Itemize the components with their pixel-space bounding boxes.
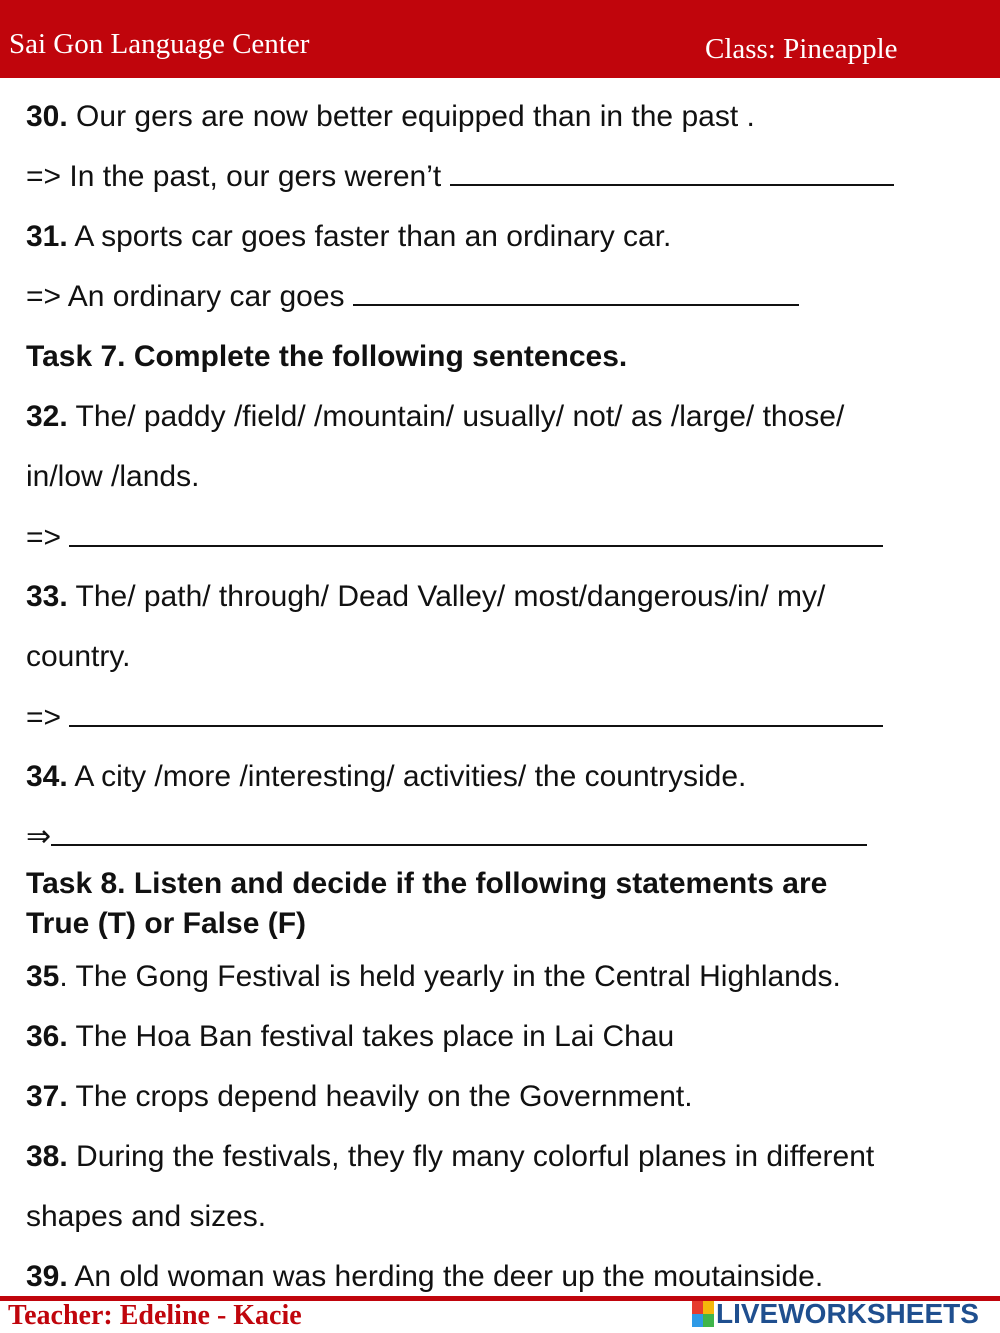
answer-31: => An ordinary car goes — [26, 280, 799, 314]
answer-34 — [26, 820, 867, 854]
question-38: 38. During the festivals, they fly many colorful planes in different — [26, 1140, 875, 1173]
question-33: 33. The/ path/ through/ Dead Valley/ most/dangerous/in/ my/ — [26, 580, 826, 613]
class-label: Class: Pineapple — [705, 33, 898, 65]
language-center-name: Sai Gon Language Center — [9, 28, 310, 60]
answer-33-blank[interactable] — [69, 701, 883, 727]
task-8-heading-line-1: Task 8. Listen and decide if the following statements are — [26, 867, 828, 900]
brand-name: LIVEWORKSHEETS — [716, 1298, 979, 1329]
question-34: 34. A city /more /interesting/ activities/ the countryside. — [26, 760, 747, 793]
question-35: 35. The Gong Festival is held yearly in the Central Highlands. — [26, 960, 841, 993]
task-7-heading: Task 7. Complete the following sentences. — [26, 340, 628, 373]
header-bar — [0, 0, 1000, 78]
answer-32: => — [26, 521, 883, 555]
question-30: 30. Our gers are now better equipped than in the past . — [26, 100, 755, 133]
question-38-continued: shapes and sizes. — [26, 1200, 267, 1233]
answer-33: => — [26, 701, 883, 735]
task-8-heading-line-2: True (T) or False (F) — [26, 907, 307, 940]
question-32-continued: in/low /lands. — [26, 460, 200, 493]
implies-arrow-icon: ⇒ — [26, 820, 52, 853]
question-32: 32. The/ paddy /field/ /mountain/ usually/ not/ as /large/ those/ — [26, 400, 845, 433]
answer-30-blank[interactable] — [450, 160, 894, 186]
liveworksheets-brand — [692, 1297, 979, 1331]
answer-32-blank[interactable] — [69, 521, 883, 547]
question-31: 31. A sports car goes faster than an ordinary car. — [26, 220, 672, 253]
answer-34-blank[interactable] — [51, 820, 867, 846]
liveworksheets-logo-icon — [692, 1301, 714, 1327]
answer-31-blank[interactable] — [353, 280, 799, 306]
question-39: 39. An old woman was herding the deer up the moutainside. — [26, 1260, 824, 1293]
question-36: 36. The Hoa Ban festival takes place in Lai Chau — [26, 1020, 675, 1053]
answer-30: => In the past, our gers weren’t — [26, 160, 894, 194]
question-37: 37. The crops depend heavily on the Government. — [26, 1080, 693, 1113]
teacher-credit: Teacher: Edeline - Kacie — [8, 1300, 302, 1331]
question-33-continued: country. — [26, 640, 131, 673]
